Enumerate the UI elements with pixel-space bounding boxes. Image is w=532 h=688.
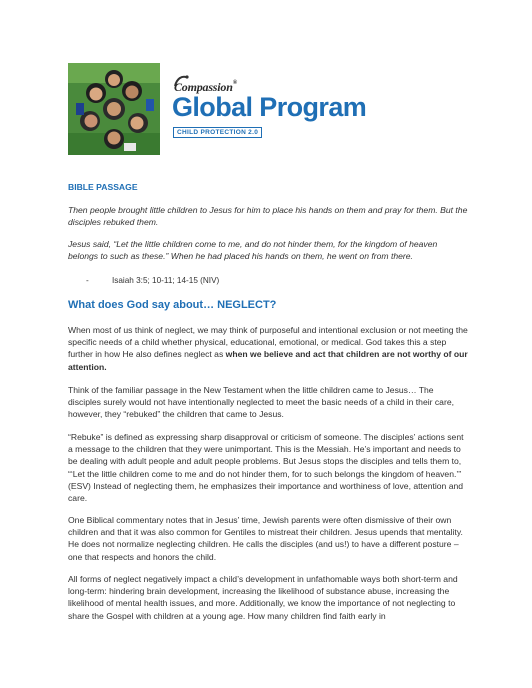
section-p2: Think of the familiar passage in the New Testament when the little children came to Jesus… The disciples surely would not have intentionally neglected to meet the basic needs of a child in their care, however, they “rebuked” the children that came to Jesus. — [68, 385, 454, 420]
header-photo — [68, 63, 160, 155]
section-heading: What does God say about… NEGLECT? — [68, 299, 277, 311]
program-subtitle: CHILD PROTECTION 2.0 — [173, 127, 262, 138]
section-p5: All forms of neglect negatively impact a child’s development in unfathomable ways both short-term and long-term: hindering brain development, increasing the likelihood of substance abuse, increasing the likelihood of mental health issues, and more. Additionally, we know the importance of not neglecting to share the Gospel with children at a young age. How many children find faith early in — [68, 574, 458, 621]
program-title: Global Program — [172, 92, 367, 122]
section-p4: One Biblical commentary notes that in Jesus’ time, Jewish parents were often dismissive of their own children and that it was also common for Gentiles to mistreat their children. Jesus upends that mentality. He does not normalize neglecting children. He calls the disciples (and us!) to have a different posture – one that respects and honors the child. — [68, 515, 463, 562]
brand-name: Compassion® — [174, 80, 237, 94]
scripture-reference: - Isaiah 3:5; 10-11; 14-15 (NIV) — [86, 276, 220, 285]
bible-passage-p2: Jesus said, “Let the little children come to me, and do not hinder them, for the kingdom of heaven belongs to such as these.” When he had placed his hands on them, he went on from there. — [68, 239, 438, 262]
section-p1: When most of us think of neglect, we may think of purposeful and intentional exclusion or not meeting the specific needs of a child whether physical, educational, emotional, or medical. God takes this a step further in how He also defines neglect as when we believe and act that children are not worthy of our attention. — [68, 325, 468, 372]
bible-passage-p1: Then people brought little children to Jesus for him to place his hands on them and pray for them. But the disciples rebuked them. — [68, 205, 468, 228]
section-p3: “Rebuke” is defined as expressing sharp disapproval or criticism of someone. The disciples’ actions sent a message to the children that they were unimportant. This is the Messiah. He’s important and needs to be dealing with adult people and adult people problems. But Jesus stops the disciples and tells them to, “‘Let the little children come to me and do not hinder them, for to such belongs the kingdom of heaven.’” (ESV) Instead of neglecting them, he emphasizes their importance and worthiness of love, attention and care. — [68, 432, 464, 504]
bible-passage-heading: BIBLE PASSAGE — [68, 182, 138, 192]
program-logo — [172, 74, 372, 144]
children-circle-photo — [68, 63, 160, 155]
